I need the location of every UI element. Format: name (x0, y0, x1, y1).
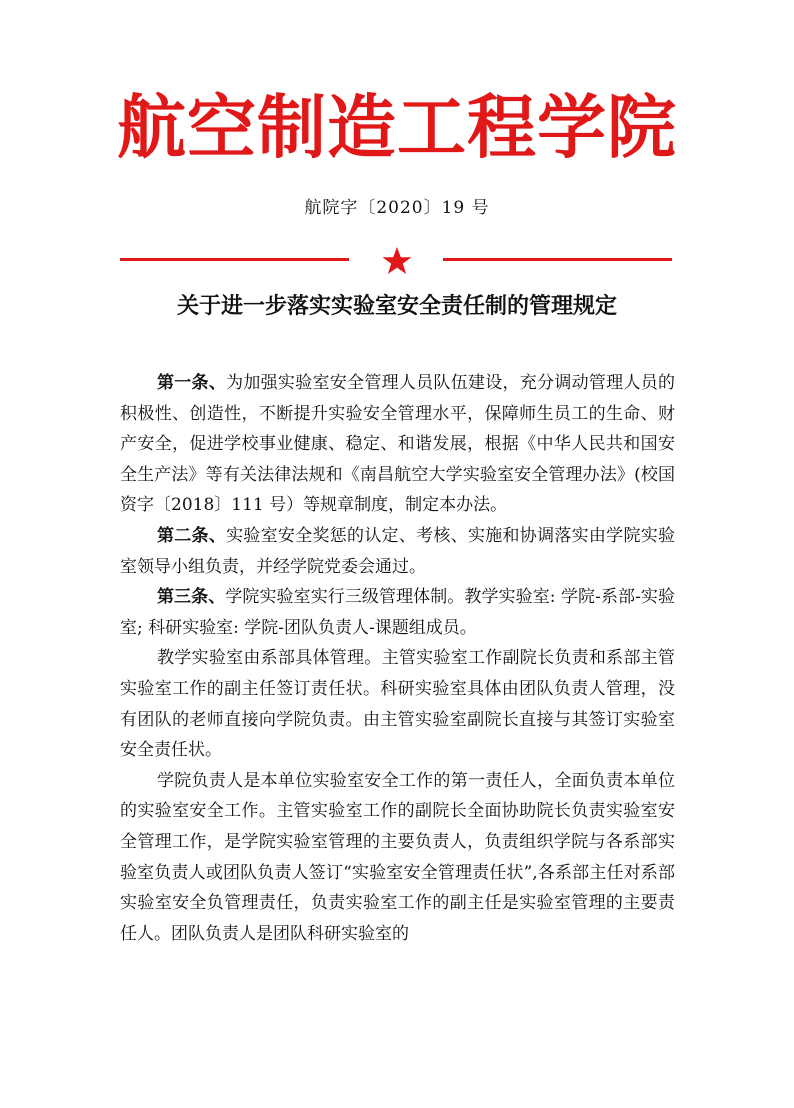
document-title: 关于进一步落实实验室安全责任制的管理规定 (176, 293, 617, 319)
paragraph-text: 为加强实验室安全管理人员队伍建设，充分调动管理人员的积极性、创造性，不断提升实验安全管理水平，保障师生员工的生命、财产安全，促进学校事业健康、稳定、和谐发展，根据《中华人民共和国安全生产法》等有关法律法规和《南昌航空大学实验室安全管理办法》(校国资字〔2018〕111 号）等规章制度，制定本办法。 (120, 373, 676, 516)
organization-title: 航空制造工程学院 (117, 87, 677, 168)
article-label: 第三条、 (157, 587, 226, 608)
red-divider-left (120, 258, 349, 261)
paragraph-text: 学院负责人是本单位实验室安全工作的第一责任人，全面负责本单位的实验室安全工作。主管实验室工作的副院长全面协助院长负责实验室安全管理工作，是学院实验室管理的主要负责人，负责组织学院与各系部实验室负责人或团队负责人签订“实验室安全管理责任状”,各系部主任对系部实验室安全负管理责任，负责实验室工作的副主任是实验室管理的主要责任人。团队负责人是团队科研实验室的 (120, 770, 675, 944)
paragraph-article-3 (120, 582, 675, 643)
paragraph-text: 教学实验室由系部具体管理。主管实验室工作副院长负责和系部主管实验室工作的副主任签订责任状。科研实验室具体由团队负责人管理，没有团队的老师直接向学院负责。由主管实验室副院长直接与其签订实验室安全责任状。 (120, 648, 675, 761)
document-number: 航院字〔2020〕19 号 (304, 198, 490, 218)
paragraph-text: 学院实验室实行三级管理体制。教学实验室: 学院-系部-实验室; 科研实验室: 学院-团队负责人-课题组成员。 (120, 587, 675, 638)
paragraph-article-2 (120, 521, 675, 582)
star-icon (381, 246, 413, 276)
red-divider-right (443, 258, 672, 261)
article-label: 第一条、 (157, 373, 227, 393)
document-body (120, 368, 675, 949)
paragraph-responsibility (120, 766, 675, 950)
paragraph-text: 实验室安全奖惩的认定、考核、实施和协调落实由学院实验室领导小组负责，并经学院党委会通过。 (120, 525, 676, 577)
article-label: 第二条、 (157, 525, 227, 546)
paragraph-article-1 (120, 368, 675, 521)
paragraph-teaching-labs (120, 643, 675, 765)
